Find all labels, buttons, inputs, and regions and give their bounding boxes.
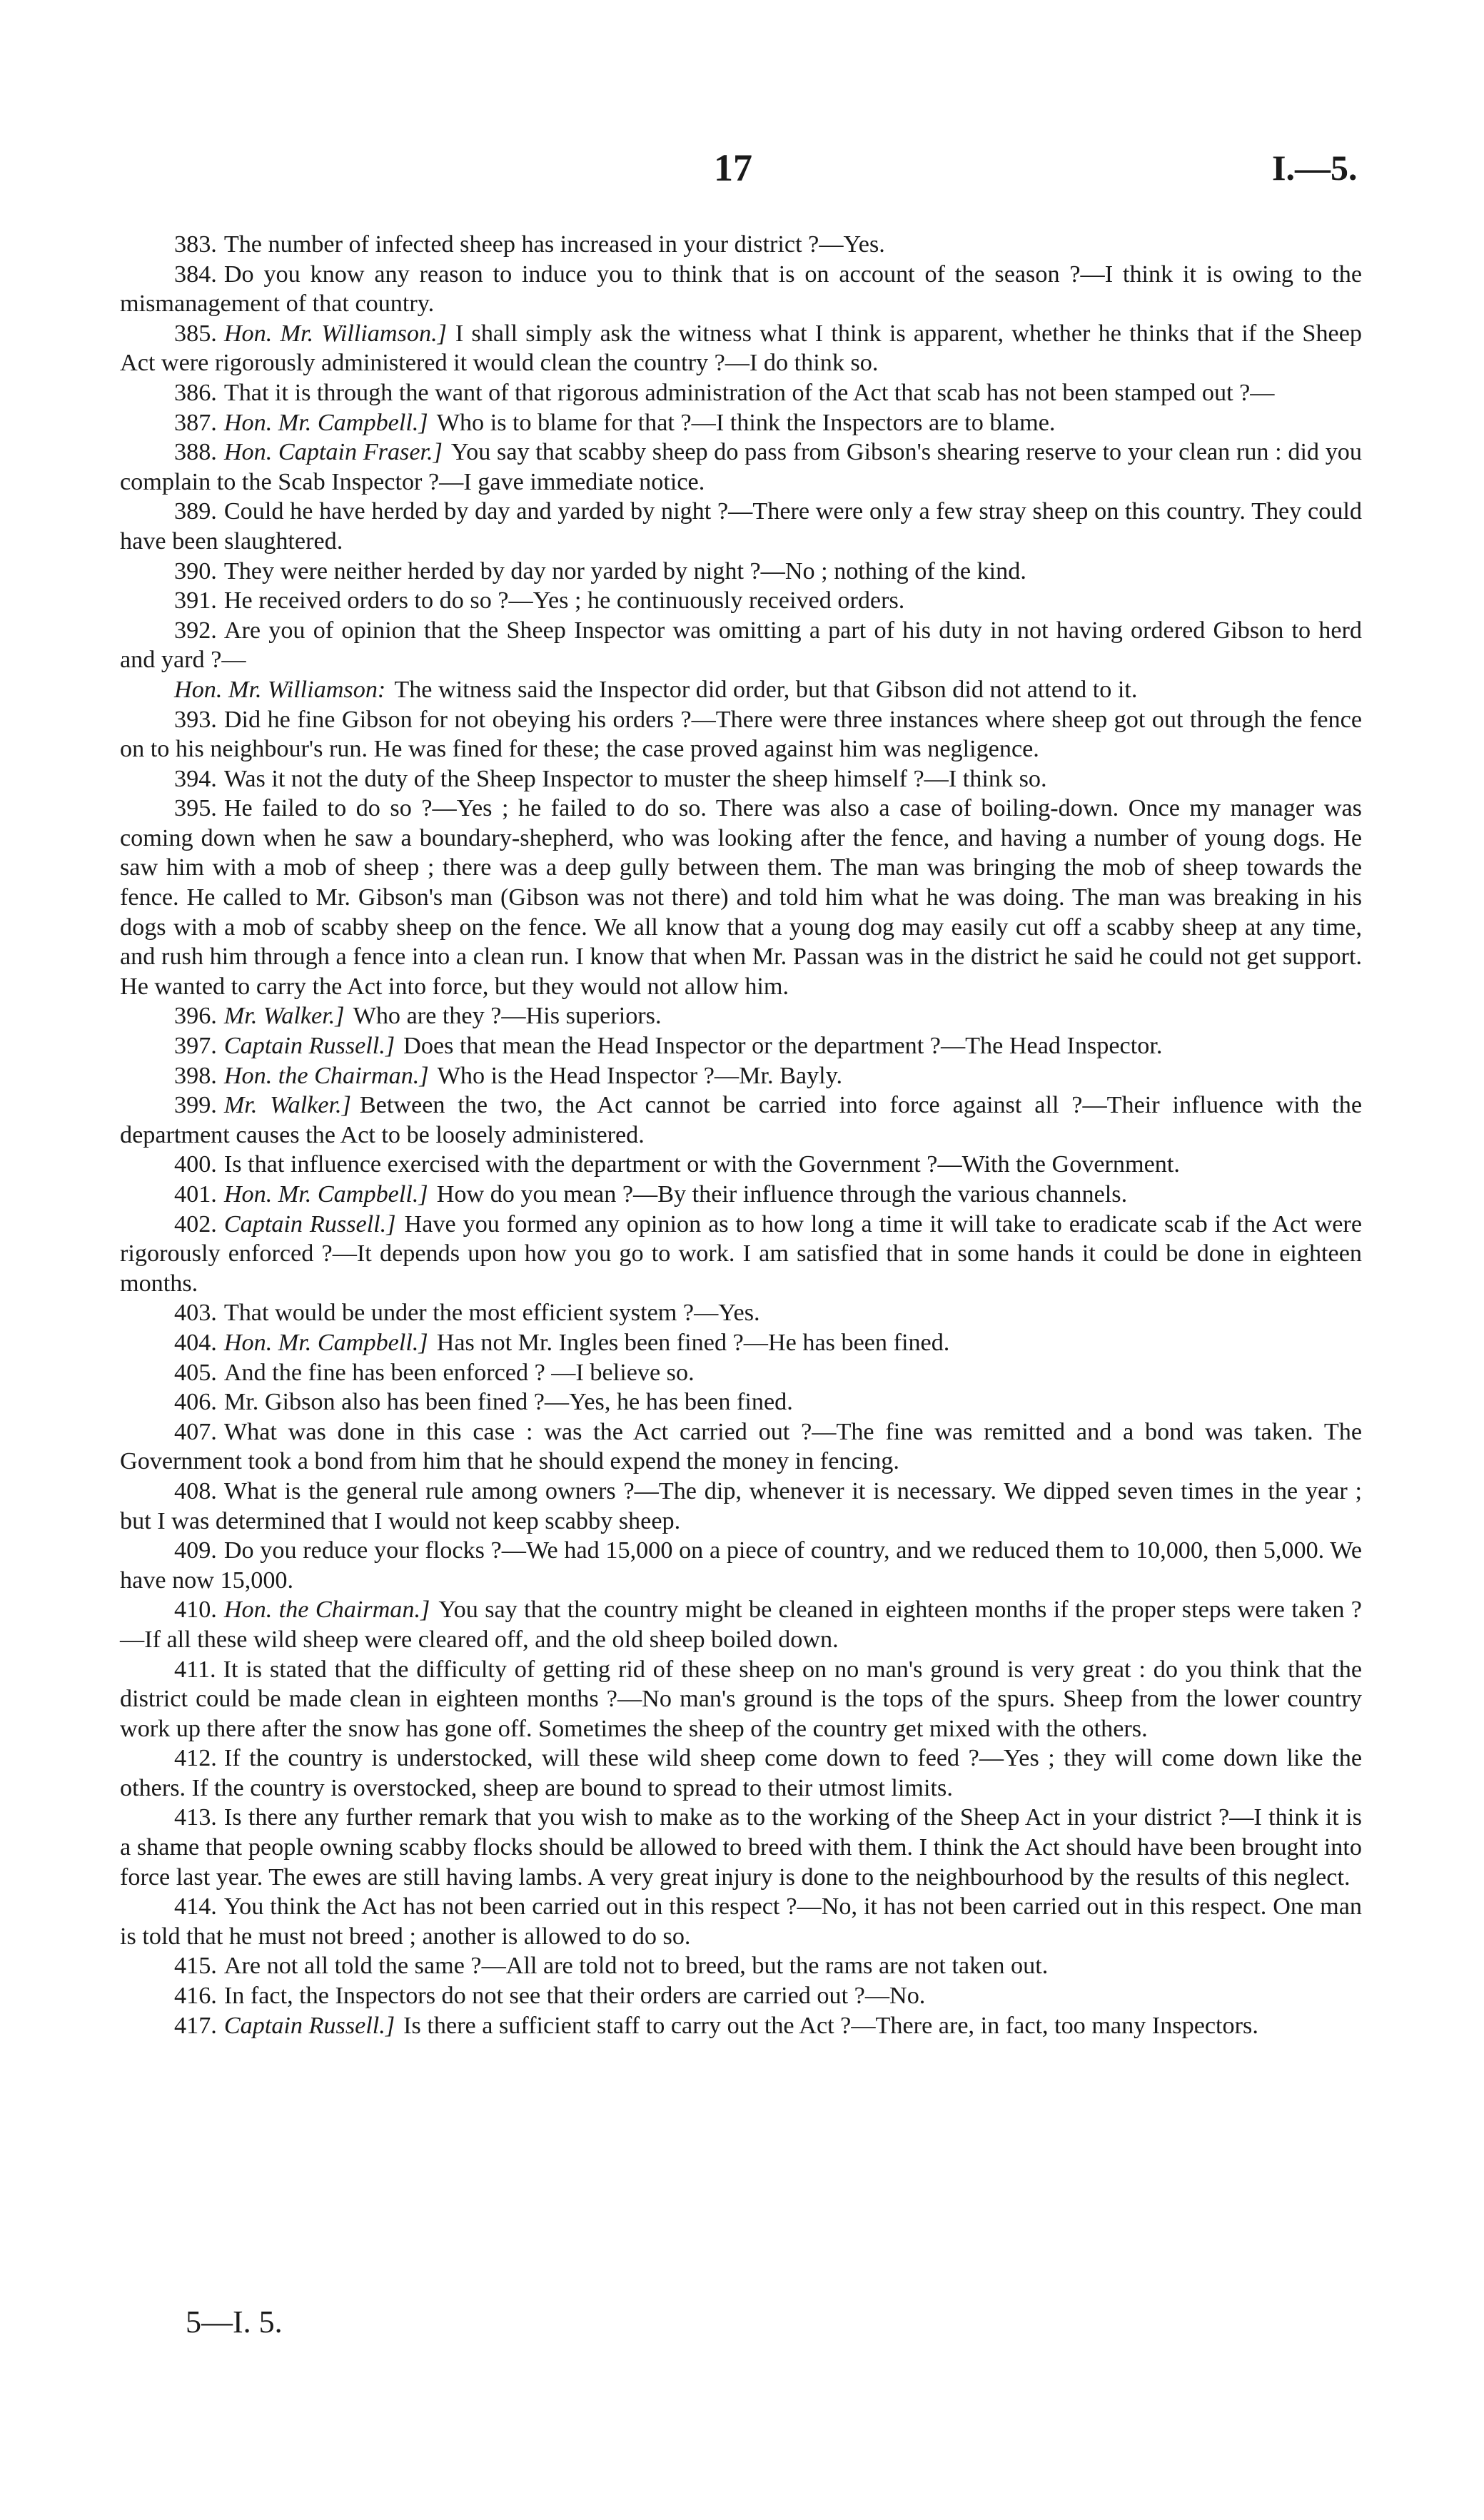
evidence-paragraph: [120, 260, 1362, 319]
evidence-paragraph: [120, 1892, 1362, 1951]
evidence-paragraph: [120, 1358, 1362, 1388]
evidence-paragraph: [120, 616, 1362, 675]
evidence-paragraph: [120, 378, 1362, 408]
speaker-name: Captain Russell.]: [223, 1210, 396, 1238]
question-answer-text: That would be under the most efficient system ?—Yes.: [223, 1300, 760, 1327]
question-number: 390.: [174, 557, 217, 585]
question-number: 391.: [174, 587, 217, 614]
question-number: 385.: [174, 320, 217, 347]
question-number: 411.: [174, 1656, 216, 1683]
question-answer-text: You say that the country might be cleaned in eighteen months if the proper steps were taken ?—If all these wild sheep were cleared off, and the old sheep boiled down.: [120, 1596, 1362, 1653]
question-answer-text: How do you mean ?—By their influence through the various channels.: [436, 1181, 1128, 1208]
question-number: 409.: [174, 1537, 217, 1564]
question-number: 405.: [174, 1359, 217, 1386]
question-answer-text: Do you reduce your flocks ?—We had 15,000 on a piece of country, and we reduced them to 10,000, then 5,000. We have now 15,000.: [120, 1537, 1362, 1594]
question-answer-text: Is there a sufficient staff to carry out the Act ?—There are, in fact, too many Inspectors.: [403, 2012, 1258, 2039]
question-answer-text: He failed to do so ?—Yes ; he failed to do so. There was also a case of boiling-down. Once my manager was coming down when he saw a boundary-shepherd, who was looking after the fence, and having a number of young dogs. He saw him with a mob of sheep ; there was a deep gully between them. The man was bringing the mob of sheep towards the fence. He called to Mr. Gibson's man (Gibson was not there) and told him what he was doing. The man was breaking in his dogs with a mob of scabby sheep on the fence. We all know that a young dog may easily cut off a scabby sheep at any time, and rush him through a fence into a clean run. I know that when Mr. Passan was in the district he said he could not get support. He wanted to carry the Act into force, but they would not allow him.: [120, 795, 1362, 1000]
question-number: 383.: [174, 231, 217, 258]
speaker-name: Mr. Walker.]: [223, 1003, 345, 1030]
evidence-paragraph: [120, 1744, 1362, 1803]
question-answer-text: What was done in this case : was the Act carried out ?—The fine was remitted and a bond was taken. The Government took a bond from him that he should expend the money in fencing.: [120, 1418, 1362, 1475]
question-answer-text: Who is the Head Inspector ?—Mr. Bayly.: [437, 1062, 843, 1089]
evidence-paragraph: [120, 1803, 1362, 1892]
question-answer-text: I shall simply ask the witness what I think is apparent, whether he thinks that if the Sheep Act were rigorously administered it would clean the country ?—I do think so.: [120, 320, 1362, 377]
evidence-paragraph: [120, 1061, 1362, 1091]
question-number: 414.: [174, 1893, 217, 1921]
question-number: 410.: [174, 1596, 217, 1624]
sheet-signature: 5—I. 5.: [186, 2304, 283, 2339]
question-answer-text: You think the Act has not been carried out in this respect ?—No, it has not been carried out in this respect. One man is told that he must not breed ; another is allowed to do so.: [120, 1893, 1362, 1950]
evidence-paragraph: [120, 586, 1362, 616]
evidence-paragraph: [120, 1328, 1362, 1358]
evidence-paragraph: [120, 1180, 1362, 1210]
evidence-paragraph: [120, 437, 1362, 497]
document-reference: I.—5.: [1272, 148, 1358, 188]
speaker-name: Hon. the Chairman.]: [223, 1596, 430, 1624]
question-number: 398.: [174, 1062, 217, 1089]
evidence-paragraph: [120, 2011, 1362, 2041]
speaker-name: Hon. Captain Fraser.]: [223, 439, 443, 466]
question-answer-text: It is stated that the difficulty of getting rid of these sheep on no man's ground is very great : do you think that the district could be made clean in eighteen months ?—No man's ground is the tops of the spurs. Sheep from the lower country work up there after the snow has gone off. Sometimes the sheep of the country get mixed with the others.: [120, 1656, 1362, 1742]
evidence-paragraph: [120, 705, 1362, 764]
question-answer-text: Could he have herded by day and yarded by night ?—There were only a few stray sheep on this country. They could have been slaughtered.: [120, 498, 1362, 555]
question-number: 417.: [174, 2012, 217, 2039]
evidence-paragraph: [120, 1655, 1362, 1744]
question-number: 413.: [174, 1804, 217, 1831]
question-answer-text: Did he fine Gibson for not obeying his orders ?—There were three instances where sheep got out through the fence on to his neighbour's run. He was fined for these; the case proved against him was negligence.: [120, 706, 1362, 763]
question-answer-text: You say that scabby sheep do pass from Gibson's shearing reserve to your clean run : did you complain to the Scab Inspector ?—I gave immediate notice.: [120, 439, 1362, 495]
question-number: 403.: [174, 1300, 217, 1327]
evidence-paragraph: [120, 794, 1362, 1001]
question-number: 393.: [174, 706, 217, 733]
question-answer-text: In fact, the Inspectors do not see that their orders are carried out ?—No.: [223, 1983, 926, 2010]
question-number: 384.: [174, 260, 217, 288]
evidence-paragraph: [120, 764, 1362, 794]
question-number: 399.: [174, 1092, 217, 1119]
page-number: 17: [714, 146, 752, 189]
question-number: 412.: [174, 1745, 217, 1772]
question-number: 400.: [174, 1151, 217, 1178]
evidence-paragraph: [120, 1981, 1362, 2011]
evidence-paragraph: [120, 1387, 1362, 1417]
question-number: 396.: [174, 1003, 217, 1030]
question-answer-text: Do you know any reason to induce you to think that is on account of the season ?—I think it is owing to the mismanagement of that country.: [120, 260, 1362, 318]
evidence-paragraph: [120, 1001, 1362, 1031]
evidence-paragraph: [120, 1536, 1362, 1595]
question-number: 401.: [174, 1181, 217, 1208]
evidence-paragraph: [120, 230, 1362, 260]
evidence-paragraph: [120, 675, 1362, 705]
question-answer-text: Have you formed any opinion as to how long a time it will take to eradicate scab if the Act were rigorously enforced ?—It depends upon how you go to work. I am satisfied that in some hands it could be done in eighteen months.: [120, 1210, 1362, 1297]
question-number: 407.: [174, 1418, 217, 1445]
evidence-paragraph: [120, 1298, 1362, 1328]
question-number: 395.: [174, 795, 217, 822]
question-number: 397.: [174, 1033, 217, 1060]
question-number: 406.: [174, 1389, 217, 1416]
question-answer-text: And the fine has been enforced ? —I believe so.: [223, 1359, 695, 1386]
speaker-name: Hon. Mr. Campbell.]: [223, 1181, 428, 1208]
evidence-paragraph: [120, 1951, 1362, 1981]
question-answer-text: That it is through the want of that rigorous administration of the Act that scab has not been stamped out ?—: [223, 379, 1275, 406]
evidence-paragraph: [120, 1150, 1362, 1180]
question-answer-text: What is the general rule among owners ?—The dip, whenever it is necessary. We dipped seven times in the year ; but I was determined that I would not keep scabby sheep.: [120, 1477, 1362, 1534]
minutes-of-evidence: [120, 230, 1362, 2040]
question-answer-text: Does that mean the Head Inspector or the department ?—The Head Inspector.: [403, 1033, 1163, 1060]
question-answer-text: Who are they ?—His superiors.: [353, 1003, 662, 1030]
question-number: 392.: [174, 617, 217, 644]
question-number: 402.: [174, 1210, 217, 1238]
evidence-paragraph: [120, 1477, 1362, 1536]
question-answer-text: If the country is understocked, will these wild sheep come down to feed ?—Yes ; they will come down like the others. If the country is overstocked, sheep are bound to spread to their utmost limits.: [120, 1745, 1362, 1801]
question-answer-text: Has not Mr. Ingles been fined ?—He has been fined.: [436, 1329, 950, 1356]
question-number: 415.: [174, 1953, 217, 1980]
question-answer-text: Are not all told the same ?—All are told not to breed, but the rams are not taken out.: [223, 1953, 1049, 1980]
question-answer-text: Is there any further remark that you wish to make as to the working of the Sheep Act in your district ?—I think it is a shame that people owning scabby flocks should be allowed to breed with them. I think the Act should have been brought into force last year. The ewes are still having lambs. A very great injury is done to the neighbourhood by the results of this neglect.: [120, 1804, 1362, 1891]
question-number: 416.: [174, 1983, 217, 2010]
speaker-name: Hon. the Chairman.]: [223, 1062, 429, 1089]
question-answer-text: Mr. Gibson also has been fined ?—Yes, he has been fined.: [223, 1389, 793, 1416]
evidence-paragraph: [120, 1417, 1362, 1477]
speaker-name: Captain Russell.]: [223, 1033, 395, 1060]
question-answer-text: Are you of opinion that the Sheep Inspector was omitting a part of his duty in not having ordered Gibson to herd and yard ?—: [120, 617, 1362, 674]
question-number: 389.: [174, 498, 217, 525]
question-answer-text: Is that influence exercised with the department or with the Government ?—With the Government.: [223, 1151, 1180, 1178]
evidence-paragraph: [120, 1031, 1362, 1061]
question-number: 394.: [174, 765, 217, 792]
speaker-name: Captain Russell.]: [223, 2012, 395, 2039]
evidence-paragraph: [120, 557, 1362, 587]
question-number: 386.: [174, 379, 217, 406]
question-answer-text: Who is to blame for that ?—I think the Inspectors are to blame.: [436, 409, 1056, 436]
question-answer-text: Was it not the duty of the Sheep Inspector to muster the sheep himself ?—I think so.: [223, 765, 1047, 792]
speaker-name: Hon. Mr. Williamson.]: [223, 320, 447, 347]
evidence-paragraph: [120, 319, 1362, 378]
question-answer-text: They were neither herded by day nor yarded by night ?—No ; nothing of the kind.: [223, 557, 1026, 585]
question-answer-text: The witness said the Inspector did order, but that Gibson did not attend to it.: [394, 676, 1138, 703]
question-number: 404.: [174, 1329, 217, 1356]
speaker-name: Hon. Mr. Williamson:: [174, 676, 386, 703]
speaker-name: Hon. Mr. Campbell.]: [223, 409, 428, 436]
question-number: 388.: [174, 439, 217, 466]
question-answer-text: He received orders to do so ?—Yes ; he continuously received orders.: [223, 587, 905, 614]
question-answer-text: Between the two, the Act cannot be carried into force against all ?—Their influence with the department causes the Act to be loosely administered.: [120, 1092, 1363, 1148]
evidence-paragraph: [120, 1595, 1362, 1654]
evidence-paragraph: [120, 1210, 1362, 1299]
question-answer-text: The number of infected sheep has increased in your district ?—Yes.: [223, 231, 885, 258]
evidence-paragraph: [120, 1091, 1362, 1150]
evidence-paragraph: [120, 497, 1362, 556]
question-number: 387.: [174, 409, 217, 436]
evidence-paragraph: [120, 408, 1362, 438]
speaker-name: Mr. Walker.]: [223, 1092, 351, 1119]
speaker-name: Hon. Mr. Campbell.]: [223, 1329, 428, 1356]
question-number: 408.: [174, 1477, 217, 1504]
